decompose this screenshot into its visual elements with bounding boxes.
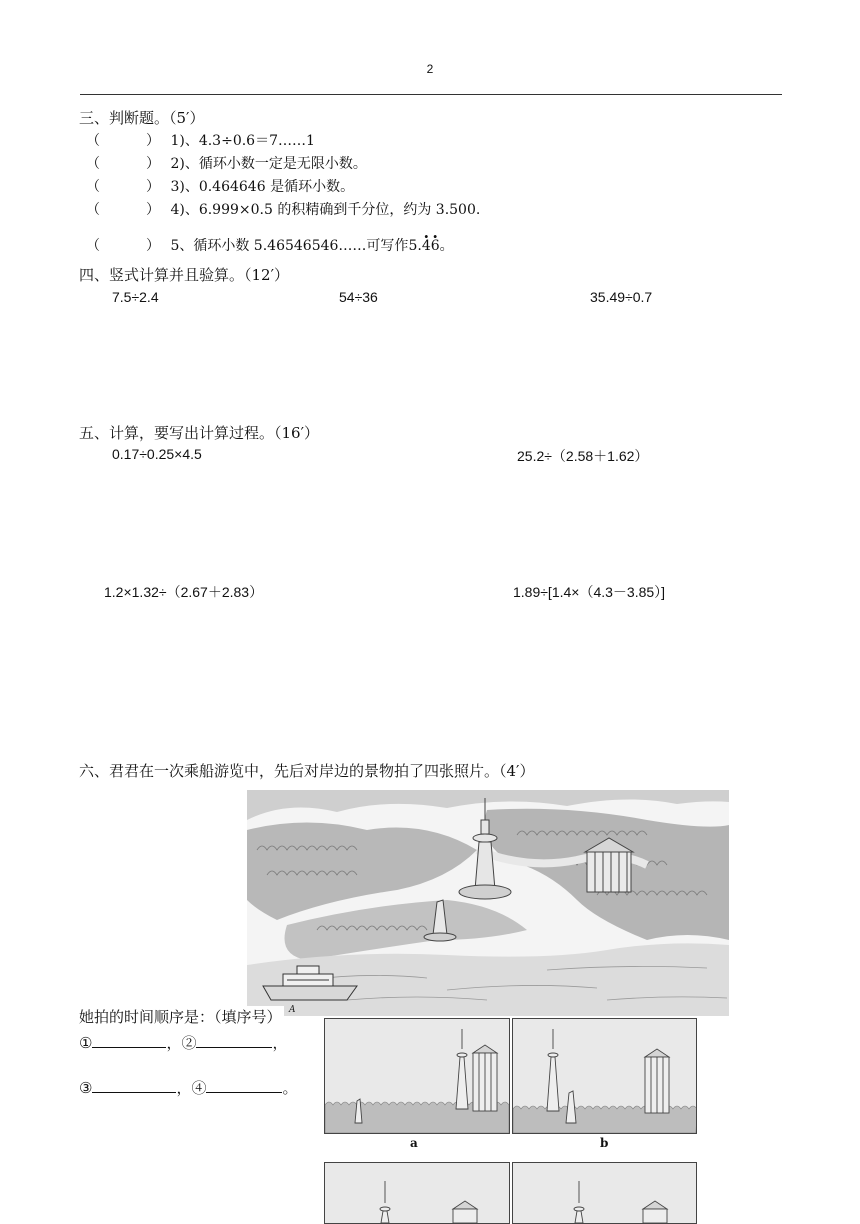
answer-paren-open: （ — [86, 179, 100, 195]
photo-b-svg — [513, 1019, 696, 1133]
photo-grid — [324, 1018, 696, 1216]
slot-label: ③ — [79, 1079, 93, 1097]
calc-problem: 1.2×1.32÷（2.67＋2.83） — [104, 584, 264, 600]
vertical-calc-problem: 7.5÷2.4 — [112, 289, 159, 305]
answer-blank-1[interactable] — [92, 1033, 166, 1048]
photo-label-b: b — [600, 1136, 609, 1150]
photo-c — [324, 1162, 510, 1224]
judgment-statement: 4)、6.999×0.5 的积精确到千分位，约为 3.500. — [170, 202, 481, 218]
header-rule — [80, 94, 782, 95]
calc-problem: 0.17÷0.25×4.5 — [112, 446, 202, 462]
vertical-calc-problem: 54÷36 — [339, 289, 378, 305]
answer-paren-open: （ — [86, 238, 100, 254]
vertical-calc-problem: 35.49÷0.7 — [590, 289, 653, 305]
repeating-decimal-notation: 5.· 4· 6 — [408, 238, 439, 254]
section-5-heading: 五、计算，要写出计算过程。（16′） — [79, 424, 319, 442]
photo-b — [512, 1018, 697, 1134]
page-number: 2 — [426, 62, 434, 76]
photo-a — [324, 1018, 510, 1134]
photo-c-svg — [325, 1163, 509, 1223]
slot-label: ① — [79, 1034, 93, 1052]
section-6-heading: 六、君君在一次乘船游览中，先后对岸边的景物拍了四张照片。（4′） — [79, 762, 535, 780]
calc-problem: 25.2÷（2.58＋1.62） — [517, 448, 649, 464]
photo-label-a: a — [410, 1136, 418, 1150]
photo-a-svg — [325, 1019, 509, 1133]
judgment-statement: 5、循环小数 5.46546546……可写作 — [170, 238, 409, 254]
point-label: A — [289, 1005, 296, 1015]
answer-blank-3[interactable] — [92, 1078, 176, 1093]
judgment-item-1 — [86, 130, 315, 150]
lake-scene-illustration — [247, 790, 729, 1016]
section-4-heading: 四、竖式计算并且验算。（12′） — [79, 266, 289, 284]
calc-problem: 1.89÷[1.4×（4.3－3.85）] — [513, 584, 666, 600]
answer-paren-close: ） — [146, 156, 160, 172]
order-row-2: ③ ，④ 。 — [79, 1079, 298, 1097]
judgment-item-2 — [86, 153, 367, 173]
section-3-heading: 三、判断题。（5′） — [79, 109, 205, 127]
answer-paren-close: ） — [146, 179, 160, 195]
judgment-item-3 — [86, 176, 354, 196]
repeat-dot-digit: · 6 — [431, 238, 440, 254]
answer-blank-4[interactable] — [206, 1078, 282, 1093]
order-prompt: 她拍的时间顺序是：（填序号） — [79, 1008, 282, 1026]
answer-paren-open: （ — [86, 202, 100, 218]
order-row-1: ① ，② ， — [79, 1034, 288, 1052]
judgment-statement: 2)、循环小数一定是无限小数。 — [170, 156, 367, 172]
answer-paren-close: ） — [146, 238, 160, 254]
answer-paren-open: （ — [86, 156, 100, 172]
repeat-dot-digit: · 4 — [422, 238, 431, 254]
answer-paren-open: （ — [86, 133, 100, 149]
judgment-statement: 3)、0.464646 是循环小数。 — [170, 179, 355, 195]
lake-scene-svg — [247, 790, 729, 1016]
slot-label: ② — [181, 1034, 197, 1052]
judgment-statement: 1)、4.3÷0.6＝7……1 — [170, 133, 315, 149]
photo-d — [512, 1162, 697, 1224]
judgment-item-5: （ ） 5、循环小数 5.46546546……可写作5.· 4· 6。 — [86, 235, 454, 255]
answer-paren-close: ） — [146, 202, 160, 218]
slot-label: ④ — [191, 1079, 207, 1097]
answer-blank-2[interactable] — [196, 1033, 272, 1048]
judgment-item-4 — [86, 199, 480, 219]
answer-paren-close: ） — [146, 133, 160, 149]
photo-d-svg — [513, 1163, 696, 1223]
